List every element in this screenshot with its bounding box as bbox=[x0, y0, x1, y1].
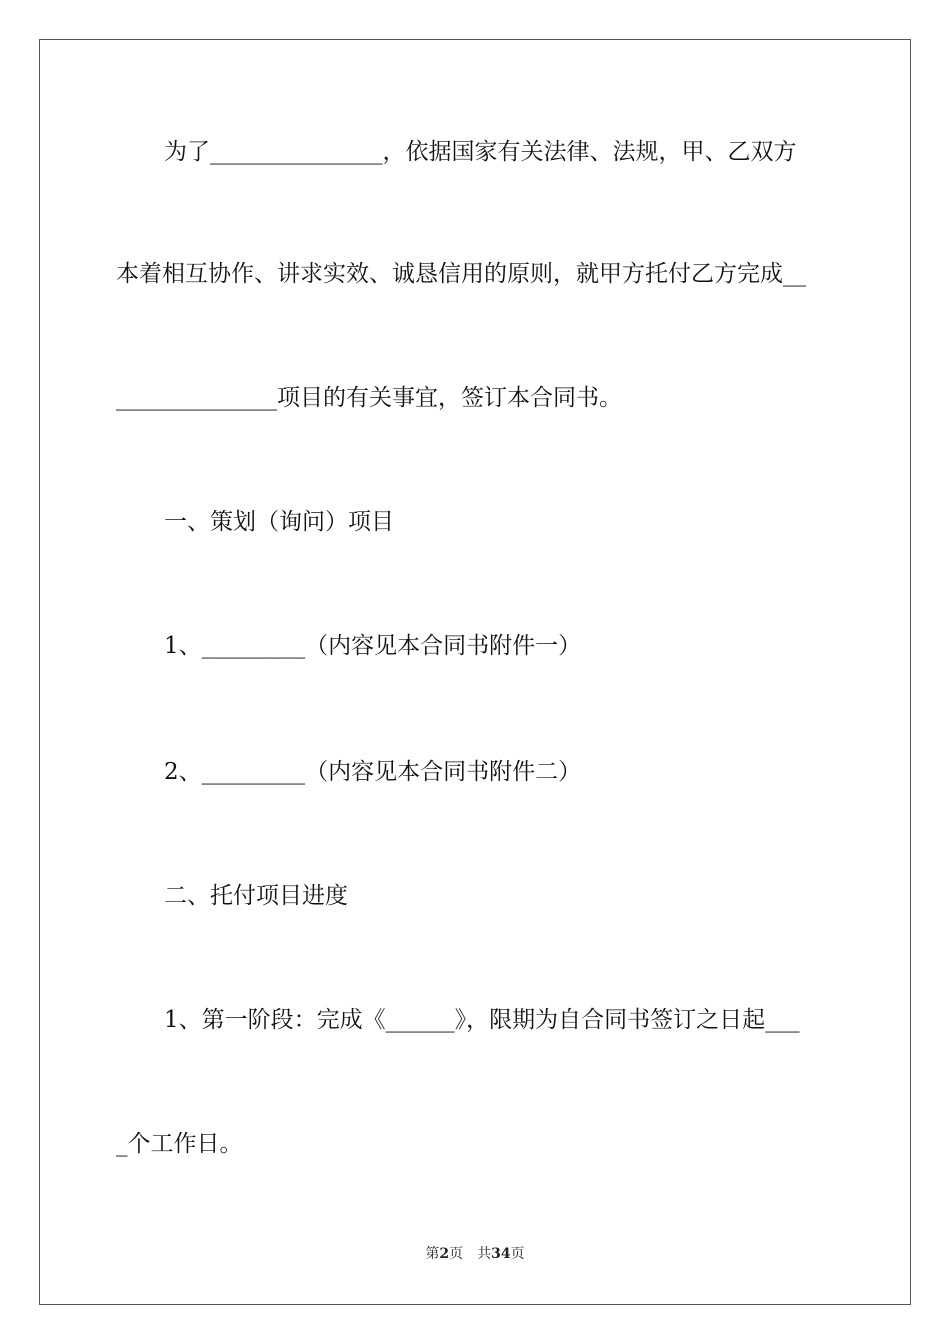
section-heading-1: 一、策划（询问）项目 bbox=[164, 509, 394, 535]
footer-page-total: 34 bbox=[491, 1246, 511, 1262]
paragraph-line-1: 为了_______________，依据国家有关法律、法规，甲、乙双方 bbox=[164, 139, 797, 165]
footer-page-number: 2 bbox=[439, 1246, 450, 1262]
footer-suffix: 页 bbox=[510, 1246, 525, 1262]
footer-mid: 页 共 bbox=[449, 1246, 492, 1262]
paragraph-line-2: 本着相互协作、讲求实效、诚恳信用的原则，就甲方托付乙方完成__ bbox=[116, 261, 806, 287]
progress-item-1: 1、第一阶段：完成《______》，限期为自合同书签订之日起___ bbox=[164, 1007, 800, 1033]
progress-item-1-continued: _个工作日。 bbox=[116, 1131, 243, 1157]
list-item-1: 1、_________（内容见本合同书附件一） bbox=[164, 633, 582, 659]
list-item-2: 2、_________（内容见本合同书附件二） bbox=[164, 759, 582, 785]
section-heading-2: 二、托付项目进度 bbox=[164, 883, 348, 909]
page-footer bbox=[0, 1243, 950, 1263]
paragraph-line-3: ______________项目的有关事宜，签订本合同书。 bbox=[116, 385, 622, 411]
footer-prefix: 第 bbox=[425, 1246, 440, 1262]
page-border bbox=[39, 39, 911, 1305]
